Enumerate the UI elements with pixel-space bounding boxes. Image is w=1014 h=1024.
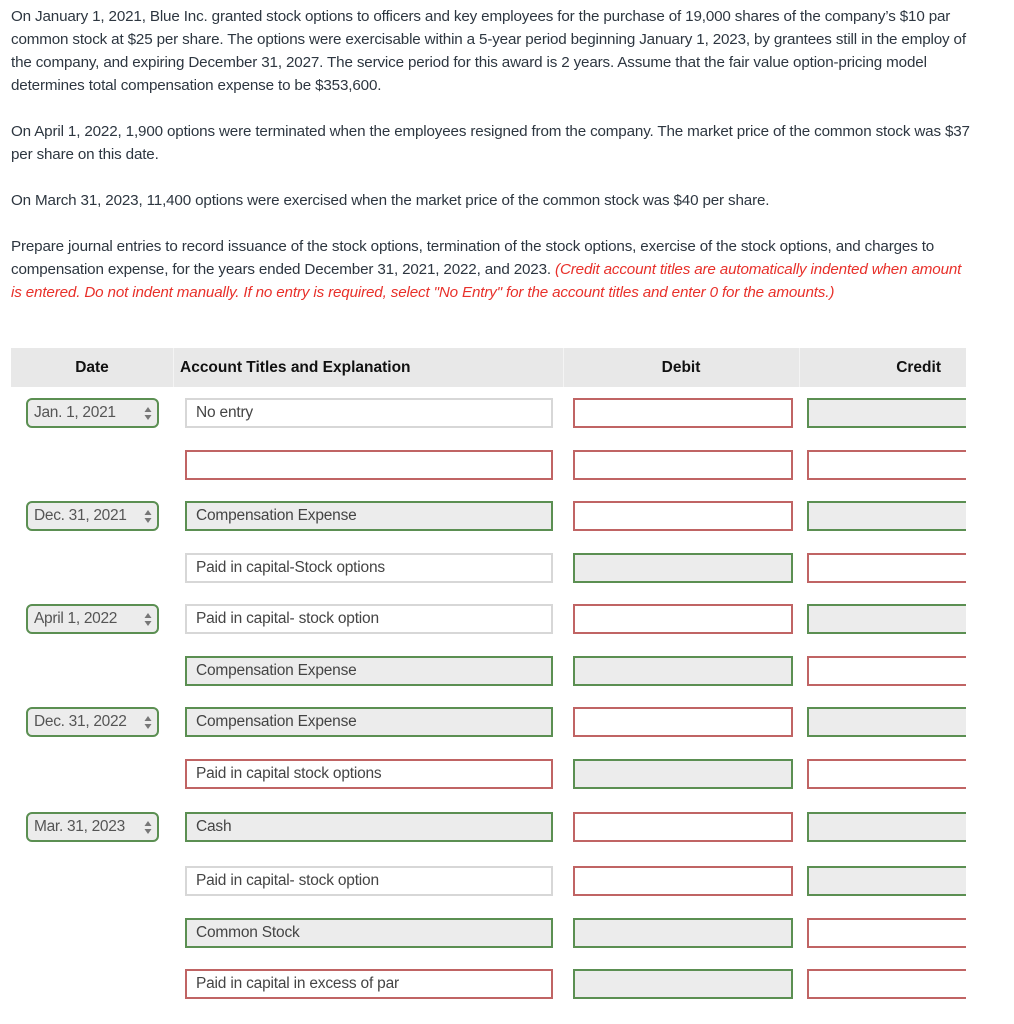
debit-amount-input[interactable] <box>573 450 793 480</box>
credit-amount-input[interactable] <box>807 398 966 428</box>
debit-amount-input[interactable] <box>573 918 793 948</box>
date-value: April 1, 2022 <box>34 610 118 627</box>
instructions-text: Prepare journal entries to record issuance of the stock options, termination of the stock options, exercise of the stock options, and charges to compensation expense, for the years ended December 31, 2021, 2022, and 2023. <box>11 238 935 278</box>
up-down-arrows-icon <box>144 612 152 627</box>
account-title-input[interactable]: Cash <box>185 812 553 842</box>
up-down-arrows-icon <box>144 509 152 524</box>
credit-amount-input[interactable] <box>807 812 966 842</box>
header-date: Date <box>75 359 109 376</box>
debit-amount-input[interactable] <box>573 553 793 583</box>
problem-paragraph-3: On March 31, 2023, 11,400 options were exercised when the market price of the common stock was $40 per share. <box>11 192 770 209</box>
debit-amount-input[interactable] <box>573 866 793 896</box>
account-title-input[interactable]: Paid in capital stock options <box>185 759 553 789</box>
journal-entry-table <box>11 348 966 1024</box>
debit-amount-input[interactable] <box>573 969 793 999</box>
account-title-input[interactable]: Paid in capital in excess of par <box>185 969 553 999</box>
header-account: Account Titles and Explanation <box>180 359 411 376</box>
credit-amount-input[interactable] <box>807 553 966 583</box>
up-down-arrows-icon <box>144 715 152 730</box>
header-debit: Debit <box>661 359 701 376</box>
credit-amount-input[interactable] <box>807 759 966 789</box>
instructions-note: (Credit account titles are automatically indented when amount is entered. Do not indent manually. If no entry is required, select "No Entry" for the account titles and enter 0 for the amounts.) <box>11 261 962 301</box>
table-header <box>11 348 966 387</box>
date-select[interactable] <box>26 398 159 428</box>
problem-paragraph-1: On January 1, 2021, Blue Inc. granted stock options to officers and key employees for the purchase of 19,000 shares of the company’s $10 par common stock at $25 per share. The options were exercisable within a 5-year period beginning January 1, 2023, by grantees still in the employ of the company, and expiring December 31, 2027. The service period for this award is 2 years. Assume that the fair value option-pricing model determines total compensation expense to be $353,600. <box>11 8 966 94</box>
up-down-arrows-icon <box>144 820 152 835</box>
credit-amount-input[interactable] <box>807 918 966 948</box>
credit-amount-input[interactable] <box>807 969 966 999</box>
date-value: Jan. 1, 2021 <box>34 404 116 421</box>
date-select[interactable] <box>26 501 159 531</box>
account-title-input[interactable]: Paid in capital- stock option <box>185 866 553 896</box>
credit-amount-input[interactable] <box>807 707 966 737</box>
account-title-input[interactable]: Compensation Expense <box>185 656 553 686</box>
account-title-input[interactable]: No entry <box>185 398 553 428</box>
account-title-input[interactable]: Common Stock <box>185 918 553 948</box>
debit-amount-input[interactable] <box>573 656 793 686</box>
date-value: Dec. 31, 2021 <box>34 507 127 524</box>
up-down-arrows-icon <box>144 406 152 421</box>
date-select[interactable] <box>26 812 159 842</box>
account-title-input[interactable]: Compensation Expense <box>185 707 553 737</box>
debit-amount-input[interactable] <box>573 501 793 531</box>
debit-amount-input[interactable] <box>573 707 793 737</box>
account-title-input[interactable]: Paid in capital-Stock options <box>185 553 553 583</box>
account-title-input[interactable]: Compensation Expense <box>185 501 553 531</box>
date-value: Mar. 31, 2023 <box>34 818 125 835</box>
problem-paragraph-2: On April 1, 2022, 1,900 options were terminated when the employees resigned from the company. The market price of the common stock was $37 per share on this date. <box>11 123 970 163</box>
debit-amount-input[interactable] <box>573 759 793 789</box>
date-select[interactable] <box>26 707 159 737</box>
credit-amount-input[interactable] <box>807 501 966 531</box>
date-select[interactable] <box>26 604 159 634</box>
debit-amount-input[interactable] <box>573 812 793 842</box>
credit-amount-input[interactable] <box>807 450 966 480</box>
debit-amount-input[interactable] <box>573 604 793 634</box>
header-credit: Credit <box>896 359 941 376</box>
credit-amount-input[interactable] <box>807 656 966 686</box>
problem-instructions <box>11 235 971 304</box>
credit-amount-input[interactable] <box>807 604 966 634</box>
debit-amount-input[interactable] <box>573 398 793 428</box>
credit-amount-input[interactable] <box>807 866 966 896</box>
account-title-input[interactable]: Paid in capital- stock option <box>185 604 553 634</box>
date-value: Dec. 31, 2022 <box>34 713 127 730</box>
account-title-input[interactable] <box>185 450 553 480</box>
